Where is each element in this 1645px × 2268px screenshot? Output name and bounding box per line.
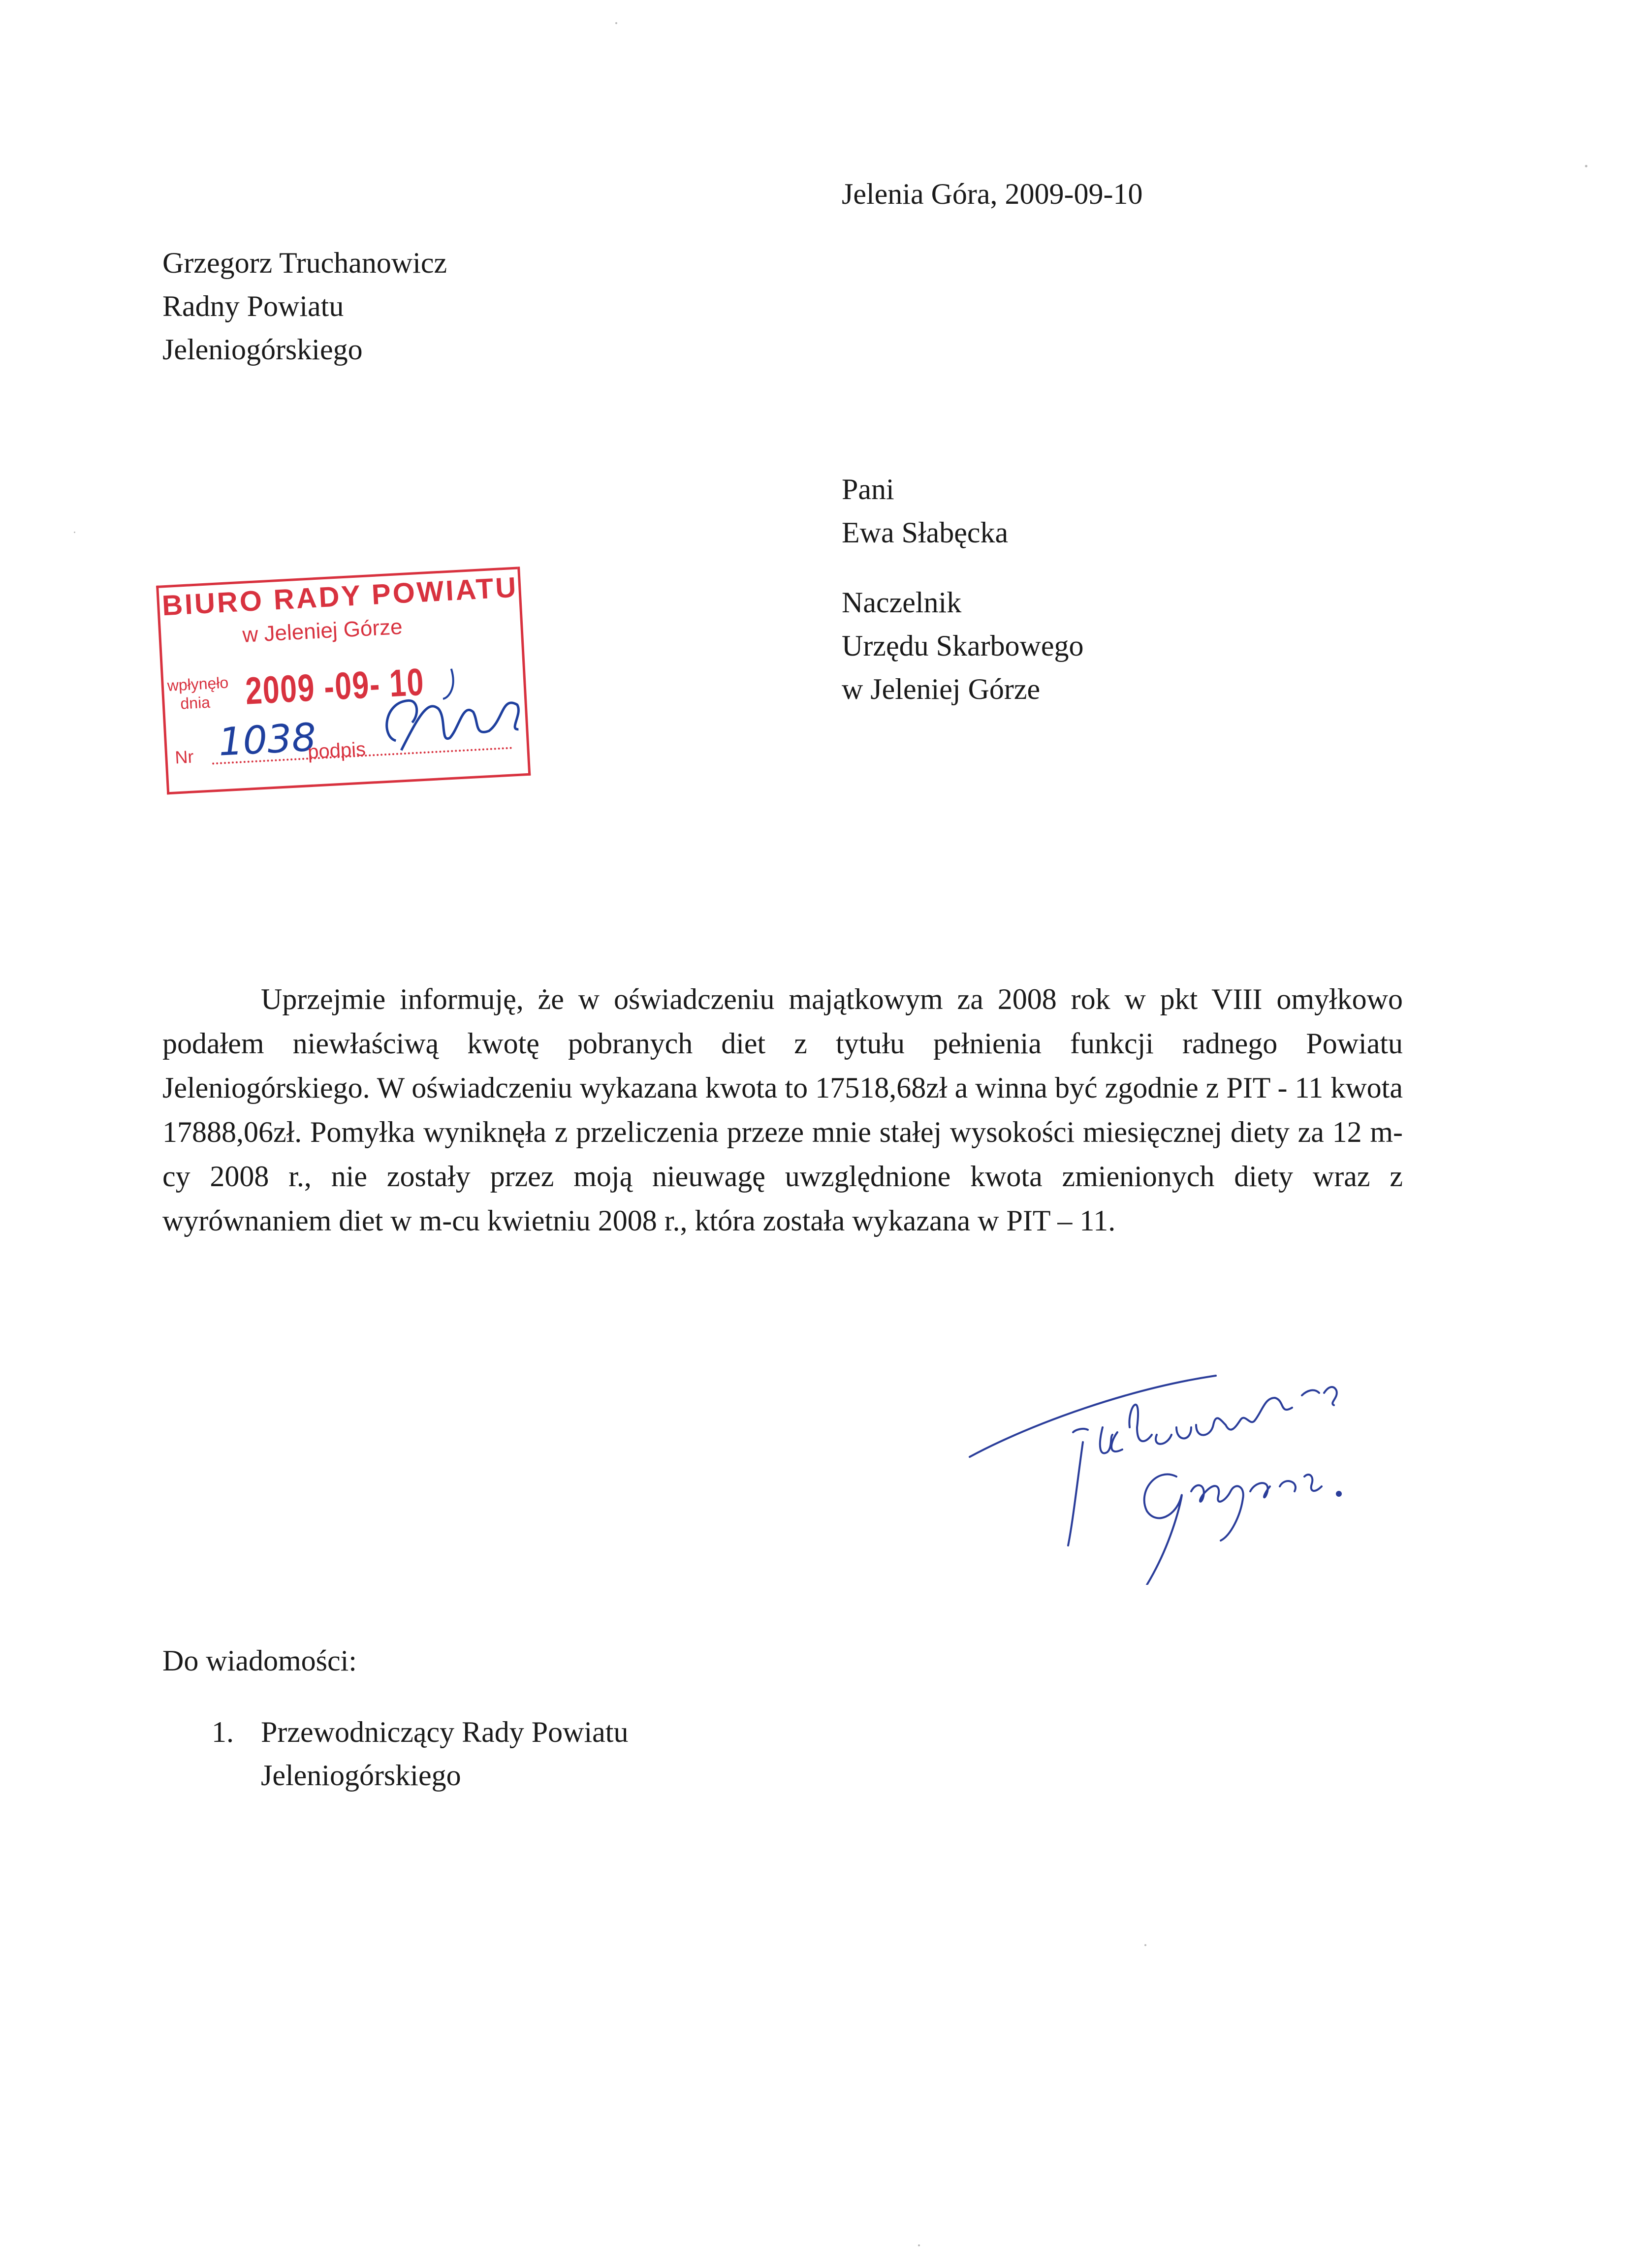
- body-paragraph: Uprzejmie informuję, że w oświadczeniu majątkowym za 2008 rok w pkt VIII omyłkowo podałem niewłaściwą kwotę pobranych diet z tytułu pełnienia funkcji radnego Powiatu Jeleniogórskiego. W oświadczeniu wykazana kwota to 17518,68zł a winna być zgodnie z PIT - 11 kwota 17888,06zł. Pomyłka wyniknęła z przeliczenia przeze mnie stałej wysokości miesięcznej diety za 12 m-cy 2008 r., nie zostały przez moją nieuwagę uwzględnione kwota zmienionych diety wraz z wyrównaniem diet w m-cu kwietniu 2008 r., która została wykazana w PIT – 11.: [162, 983, 1403, 1237]
- cc-list: [212, 1710, 628, 1797]
- cc-title: Do wiadomości:: [162, 1644, 357, 1677]
- list-item-number: 1.: [212, 1716, 234, 1748]
- recipient-office-block: [842, 581, 1084, 711]
- recipient-name-block: [842, 468, 1008, 554]
- receipt-stamp: [155, 547, 531, 797]
- date-line: Jelenia Góra, 2009-09-10: [842, 178, 1143, 210]
- sender-block: [162, 241, 447, 371]
- recipient-name: Ewa Słabęcka: [842, 516, 1009, 549]
- scan-speck: [918, 2244, 920, 2246]
- stamp-handwritten-number: 1038: [217, 715, 317, 765]
- recipient-salutation: Pani: [842, 473, 894, 505]
- stamp-organization: BIURO RADY POWIATU: [161, 571, 519, 622]
- list-item-line1: Przewodniczący Rady Powiatu: [261, 1716, 629, 1748]
- scan-speck: [1144, 1944, 1146, 1946]
- stamp-nr-label: Nr: [174, 746, 194, 768]
- scan-speck: [74, 532, 75, 533]
- stamp-signature-label: podpis: [307, 738, 367, 763]
- stamp-date: 2009 -09- 10: [244, 660, 426, 713]
- recipient-office: Urzędu Skarbowego: [842, 630, 1084, 662]
- recipient-position: Naczelnik: [842, 586, 962, 619]
- scan-speck: [615, 22, 617, 24]
- stamp-handwritten-initials-icon: [155, 547, 531, 797]
- stamp-received-label: wpłynęło dnia: [166, 673, 229, 713]
- stamp-city: w Jeleniej Górze: [242, 614, 403, 647]
- sender-name: Grzegorz Truchanowicz: [162, 247, 447, 279]
- sender-title: Radny Powiatu: [162, 290, 344, 322]
- recipient-city: w Jeleniej Górze: [842, 673, 1041, 705]
- list-item-line2: Jeleniogórskiego: [261, 1759, 461, 1792]
- sender-title-2: Jeleniogórskiego: [162, 333, 363, 366]
- list-item: [212, 1710, 628, 1797]
- scan-speck: [1585, 165, 1587, 167]
- handwritten-signature-icon: [960, 1329, 1452, 1585]
